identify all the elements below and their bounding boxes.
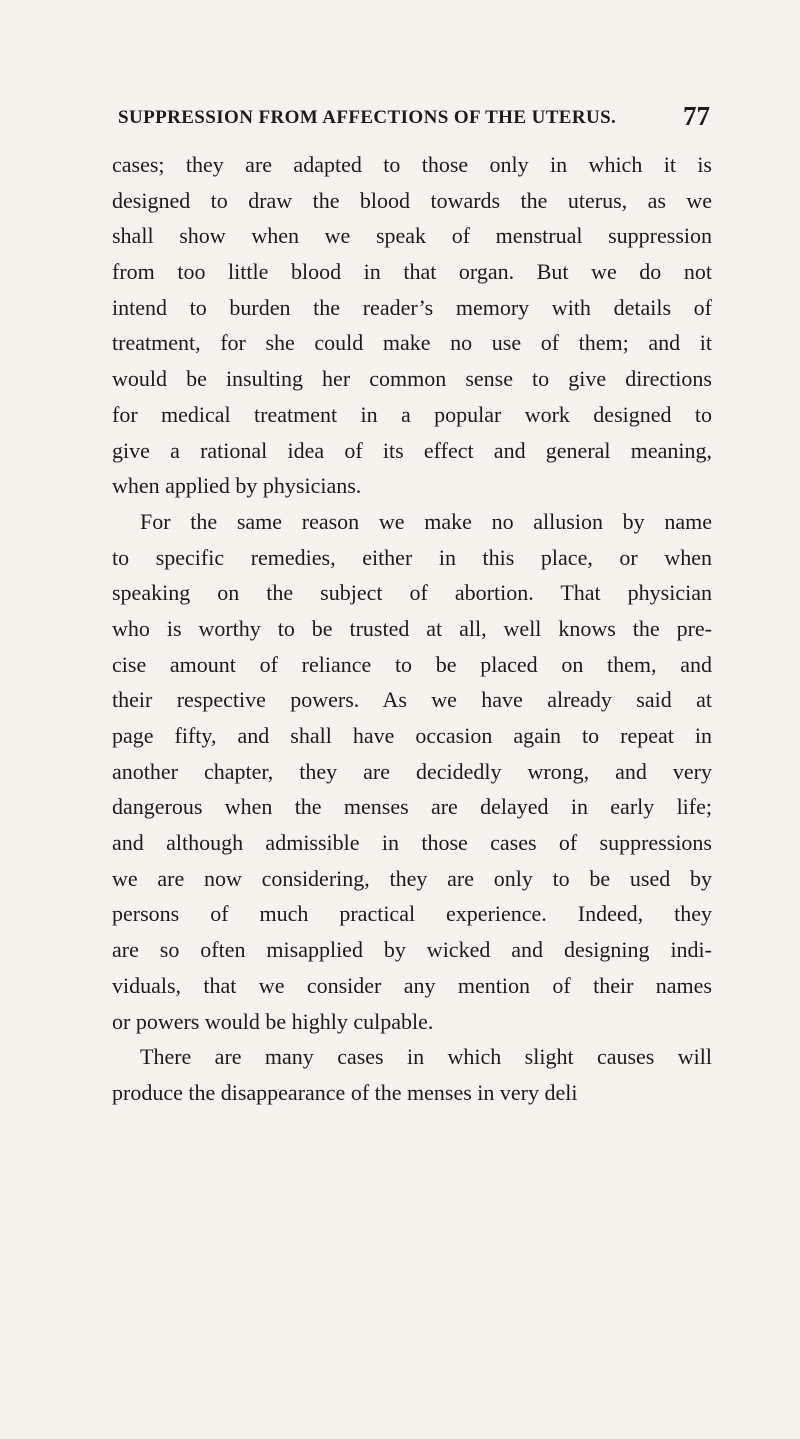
text-line: page fifty, and shall have occasion again to repeat in (112, 723, 712, 748)
text-line: shall show when we speak of menstrual suppression (112, 223, 712, 249)
text-line: intend to burden the reader’s memory with details of (112, 294, 712, 320)
text-line: who is worthy to be trusted at all, well knows the pre- (112, 615, 712, 641)
text-line: another chapter, they are decidedly wrong, and very (112, 758, 712, 784)
text-line: to specific remedies, either in this place, or when (112, 544, 712, 570)
text-line: produce the disappearance of the menses in very deli (112, 1079, 578, 1105)
text-line: we are now considering, they are only to be used by (112, 865, 712, 891)
text-line: persons of much practical experience. Indeed, they (112, 901, 712, 927)
paragraph-start-line: There are many cases in which slight causes will (140, 1044, 712, 1070)
text-line: when applied by physicians. (112, 473, 362, 499)
running-header (110, 101, 710, 135)
text-line: designed to draw the blood towards the uterus, as we (112, 187, 712, 213)
text-line: give a rational idea of its effect and general meaning, (112, 437, 712, 463)
text-line: treatment, for she could make no use of them; and it (112, 330, 712, 356)
paragraph-start-line: For the same reason we make no allusion by name (140, 508, 712, 534)
page-number: 77 (683, 101, 710, 131)
text-line: viduals, that we consider any mention of their names (112, 972, 712, 998)
text-line: cases; they are adapted to those only in which it is (112, 152, 712, 177)
text-line: dangerous when the menses are delayed in early life; (112, 794, 712, 820)
running-title: SUPPRESSION FROM AFFECTIONS OF THE UTERUS. (118, 107, 617, 128)
text-line: or powers would be highly culpable. (112, 1008, 434, 1034)
text-line: are so often misapplied by wicked and designing indi- (112, 937, 712, 963)
text-line: their respective powers. As we have already said at (112, 687, 712, 713)
text-line: and although admissible in those cases of suppressions (112, 830, 712, 856)
text-line: from too little blood in that organ. But we do not (112, 259, 712, 285)
text-line: for medical treatment in a popular work designed to (112, 401, 712, 427)
text-line: would be insulting her common sense to give directions (112, 366, 712, 392)
text-line: speaking on the subject of abortion. That physician (112, 580, 712, 606)
body-text (112, 147, 712, 1111)
text-line: cise amount of reliance to be placed on them, and (112, 651, 712, 677)
